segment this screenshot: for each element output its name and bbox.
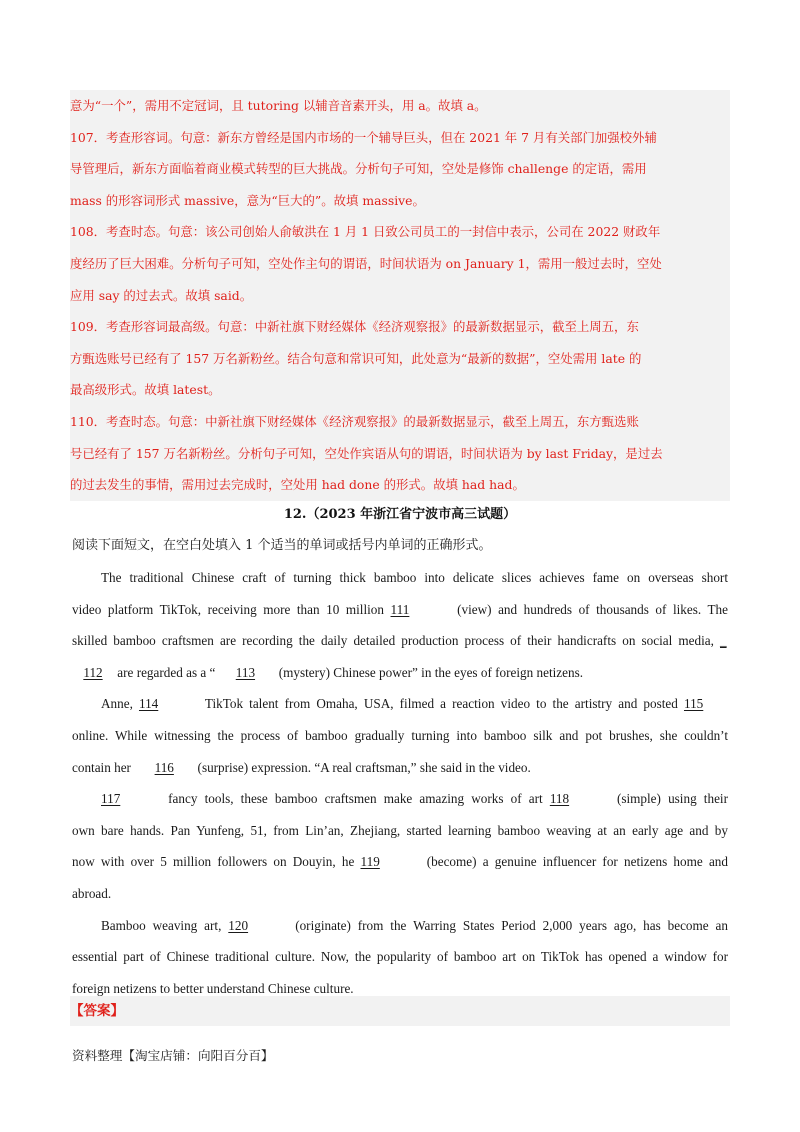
blank-115[interactable]: 115 [683, 696, 704, 712]
passage-line: essential part of Chinese traditional culture. Now, the popularity of bamboo art on TikTok has opened a window for [72, 949, 728, 965]
blank-116[interactable]: 116 [154, 759, 174, 775]
answer-line: 度经历了巨大困难。分析句子可知，空处作主句的谓语，时间状语为 on January 1，需用一般过去时，空处 [70, 255, 662, 271]
passage-line: Anne, 114 TikTok talent from Omaha, USA, filmed a reaction video to the artistry and posted 115 [72, 688, 728, 720]
blank-119[interactable]: 119 [360, 854, 380, 870]
answer-line: 的过去发生的事情，需用过去完成时，空处用 had done 的形式。故填 had had。 [70, 477, 525, 493]
passage-line: abroad. [72, 885, 112, 901]
answer-line: 导管理后，新东方面临着商业模式转型的巨大挑战。分析句子可知，空处是修饰 challenge 的定语，需用 [70, 161, 647, 177]
section-title: 12.（2023 年浙江省宁波市高三试题） [283, 507, 517, 522]
blank-114[interactable]: 114 [138, 696, 159, 712]
blank-117[interactable]: 117 [101, 791, 121, 807]
answer-line: 号已经有了 157 万名新粉丝。分析句子可知，空处作宾语从句的谓语，时间状语为 by last Friday，是过去 [70, 445, 663, 461]
answer-line: 方甄选账号已经有了 157 万名新粉丝。结合句意和常识可知，此处意为“最新的数据”，空处需用 late 的 [70, 350, 642, 366]
passage-line: online. While witnessing the process of bamboo gradually turning into bamboo silk and pot brushes, she couldn’t [72, 727, 728, 743]
passage-line: The traditional Chinese craft of turning thick bamboo into delicate slices achieves fame on overseas short [101, 570, 728, 585]
answer-heading: 【答案】 [70, 996, 730, 1026]
answer-line: 应用 say 的过去式。故填 said。 [70, 287, 253, 303]
passage-line: 112 are regarded as a “ 113 (mystery) Chinese power” in the eyes of foreign netizens. [72, 657, 728, 689]
footer-source: 资料整理【淘宝店铺：向阳百分百】 [72, 1048, 274, 1063]
passage-line: video platform TikTok, receiving more than 10 million 111 (view) and hundreds of thousands of likes. The [72, 594, 728, 626]
instruction-text: 阅读下面短文，在空白处填入 1 个适当的单词或括号内单词的正确形式。 [72, 538, 492, 553]
blank-112-start: _ [720, 633, 727, 649]
passage-line: Bamboo weaving art, 120 (originate) from the Warring States Period 2,000 years ago, has become an [72, 910, 728, 942]
answer-line: 最高级形式。故填 latest。 [70, 382, 221, 398]
answer-line: 108．考查时态。句意：该公司创始人俞敏洪在 1 月 1 日致公司员工的一封信中表示，公司在 2022 财政年 [70, 224, 661, 240]
answer-line: 109．考查形容词最高级。句意：中新社旗下财经媒体《经济观察报》的最新数据显示，截至上周五，东 [70, 319, 639, 335]
answer-explanations [70, 90, 730, 501]
blank-120[interactable]: 120 [228, 917, 249, 933]
blank-113[interactable]: 113 [235, 664, 256, 680]
blank-118[interactable]: 118 [549, 791, 570, 807]
passage-line: now with over 5 million followers on Douyin, he 119 (become) a genuine influencer for netizens home and [72, 846, 728, 878]
reading-passage [72, 562, 728, 1004]
answer-line: 意为“一个”，需用不定冠词，且 tutoring 以辅音音素开头，用 a。故填 a。 [70, 98, 487, 113]
blank-111[interactable]: 111 [390, 601, 410, 617]
blank-112[interactable]: 112 [83, 664, 103, 680]
answer-line: mass 的形容词形式 massive，意为“巨大的”。故填 massive。 [70, 192, 425, 208]
passage-line: 117 fancy tools, these bamboo craftsmen make amazing works of art 118 (simple) using their [72, 783, 728, 815]
passage-line: foreign netizens to better understand Chinese culture. [72, 980, 354, 996]
passage-line: contain her 116 (surprise) expression. “A real craftsman,” she said in the video. [72, 752, 728, 784]
passage-line: own bare hands. Pan Yunfeng, 51, from Lin’an, Zhejiang, started learning bamboo weaving at an early age and by [72, 822, 728, 838]
passage-line: skilled bamboo craftsmen are recording the daily detailed production process of their handicrafts on social media, _ [72, 625, 728, 657]
answer-line: 110．考查时态。句意：中新社旗下财经媒体《经济观察报》的最新数据显示，截至上周五，东方甄选账 [70, 413, 639, 429]
answer-line: 107．考查形容词。句意：新东方曾经是国内市场的一个辅导巨头，但在 2021 年 7 月有关部门加强校外辅 [70, 129, 657, 145]
